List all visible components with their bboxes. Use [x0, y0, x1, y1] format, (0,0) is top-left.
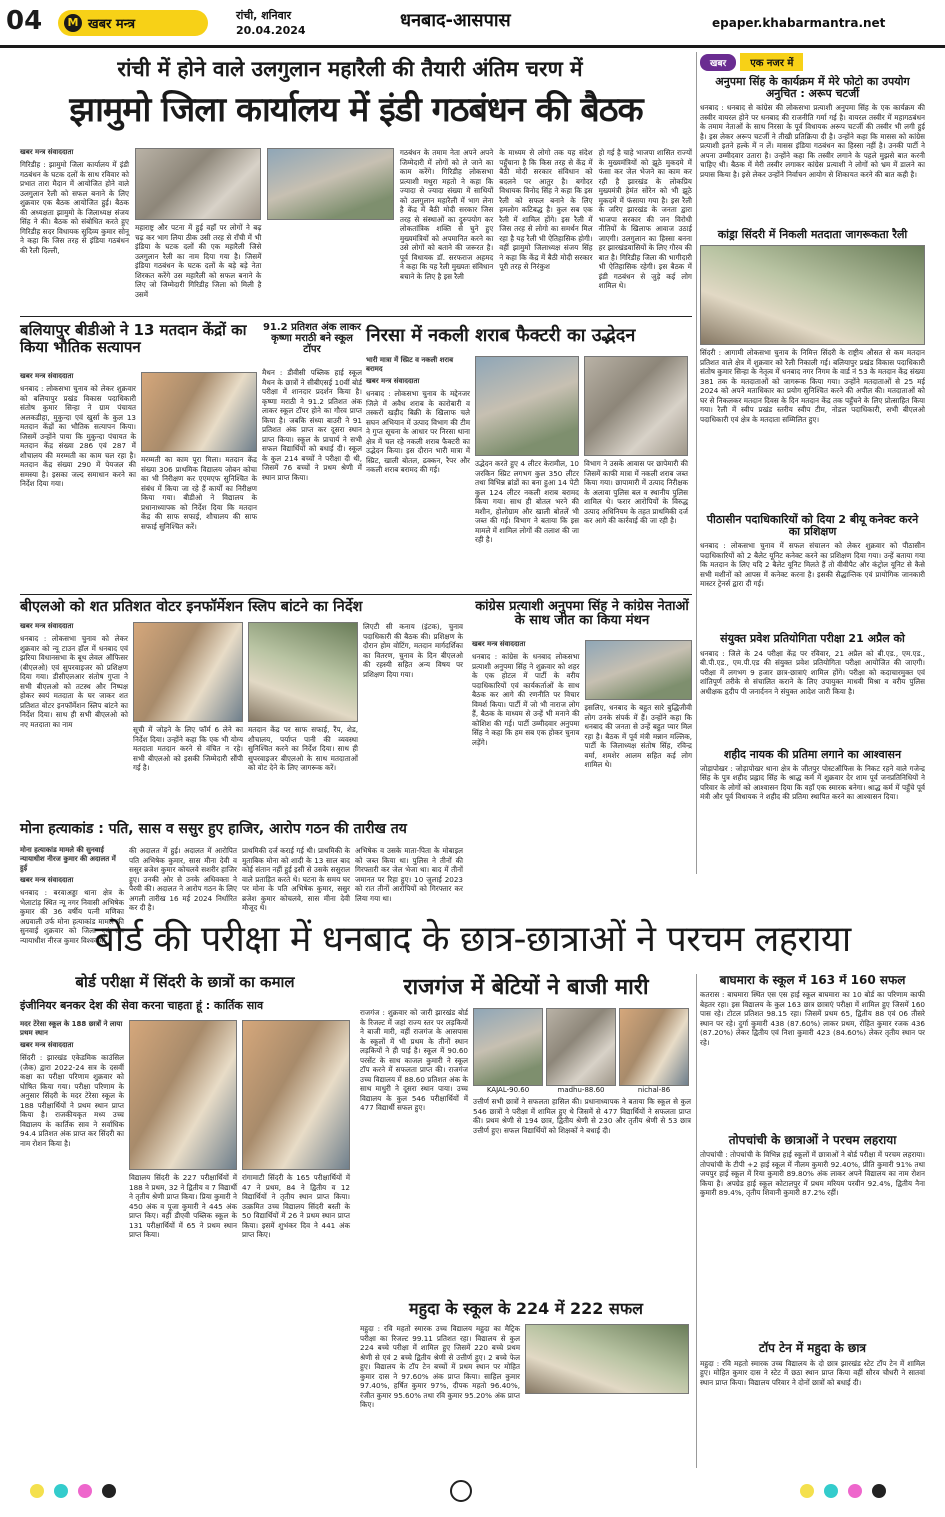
congress-photo	[585, 640, 693, 700]
baliapur-story	[20, 372, 258, 592]
baliapur-photo	[141, 372, 257, 452]
congress-headline: कांग्रेस प्रत्याशी अनुपमा सिंह ने कांग्रेस नेताओं के साथ जीत का किया मंथन	[475, 599, 689, 629]
dateline-date: 20.04.2024	[236, 24, 306, 37]
blo-story	[20, 622, 466, 810]
engineer-story	[20, 1020, 350, 1466]
mahuda-story	[360, 1324, 692, 1466]
baliapur-body: धनबाद : लोकसभा चुनाव को लेकर शुक्रवार को बलियापुर प्रखंड विकास पदाधिकारी संतोष कुमार सिन्हा ने ग्राम पंचायत अलकडीहा, मुकुन्दा एवं खुर्सा के कुल 13 मतदान केंद्रों का भौतिक सत्यापन किया। जिसमें उन्होंने पाया कि मुकुन्दा पंचायत के मतदान केंद्र संख्या 286 एवं 287 में शौचालय की मरम्मती का काम चल रहा है। मतदान केंद्र संख्या 290 में पेयजल की समस्या है। इसका जल्द समाधान करने का निर्देश दिया गया।	[20, 384, 136, 488]
baliapur-col2: मरम्मती का काम पूरा मिला। मतदान केंद्र संख्या 306 प्राथमिक विद्यालय जोबन कोचा का भी निरीक्षण कर एएमएफ सुनिश्चित के संबंध में किया जा रहे हैं कार्यों का निरीक्षण किया गया। बीडीओ ने विद्यालय के प्रधानाध्यापक को निर्देश दिया कि मतदान केंद्र की साफ सफाई, शौचालय की साफ सफाई सुनिश्चित करें।	[141, 455, 257, 531]
topchanchi-headline: तोपचांची के छात्राओं ने परचम लहराया	[728, 1133, 897, 1148]
mahuda-body: महुदा : रवि महतो स्मारक उच्च विद्यालय महुदा का मैट्रिक परीक्षा का रिजल्ट 99.11 प्रतिशत रहा। विद्यालय से कुल 224 बच्चे परीक्षा में शामिल हुए जिसमें 220 बच्चे प्रथम श्रेणी से एवं 2 बच्चे द्वितीय श्रेणी से उत्तीर्ण हुए। 2 बच्चे फेल हुए। विद्यालय के टॉप टेन बच्चों में प्रथम स्थान पर मोहित कुमार दास ने 97.60% अंक प्राप्त किया। साहिल कुमार 97.40%, हर्षित कुमार 97%, दीपक महतो 96.40%, रंजीत कुमार 95.60% तथा रवि कुमार 95.20% अंक प्राप्त किए।	[360, 1324, 520, 1409]
tag-badge: खबर	[700, 54, 736, 71]
color-dot-icon	[30, 1484, 44, 1498]
dateline-city: रांची, शनिवार	[236, 9, 292, 22]
column-rule	[696, 974, 697, 1468]
nirsa-photo	[475, 356, 579, 456]
color-dot-icon	[824, 1484, 838, 1498]
rajganj-col2: उत्तीर्ण सभी छात्रों ने सफलता हासिल की। प्रधानाध्यापक ने बताया कि स्कूल से कुल 546 छात्रों ने परीक्षा में शामिल हुए थे जिसमें से 477 विद्यार्थियों ने सफलता प्राप्त की। प्रथम श्रेणी से 194 छात्र, द्वितीय श्रेणी से 230 और तृतीय श्रेणी से 53 छात्र उत्तीर्ण हुए। सफल विद्यार्थियों को शिक्षकों ने बधाई दी।	[473, 1097, 691, 1135]
engineer-col3: रांगामाटी सिंदरी के 165 परीक्षार्थियों में 47 ने प्रथम, 84 ने द्वितीय व 12 विद्यार्थियों ने तृतीय स्थान प्राप्त किया। उत्क्रमित उच्च विद्यालय सिंदरी बस्ती के 50 विद्यार्थियों में 26 ने प्रथम स्थान प्राप्त किया। इसमें शुभंकर दिव ने 441 अंक प्राप्त किए।	[242, 1173, 350, 1239]
top-col4: के माध्यम से लोगो तक यह संदेश पहुँचाना है कि किस तरह से केंद्र में बैठी मोदी सरकार संविधान को बदलने पर आतुर है। बगोदर विधायक विनोद सिंह ने कहा कि इस रैली को सफल बनाने के लिए हमलोग कटिबद्ध है। कुल सब एक रैली में शामिल होंगे। इस रैली में जिस तरह से लोगो का समर्थन मिल रहा है यह रैली भी ऐतिहासिक होगी। वहीं झामुमो जिलाध्यक्ष संजय सिंह ने कहा कि केंद्र में बैठी मोदी सरकार पूरी तरह से निरंकुश	[499, 148, 593, 271]
photo-caption: nichal-86	[637, 1086, 671, 1094]
nirsa-col3: विभाग ने उसके आवास पर छापेमारी की जिसमें काफी मात्रा में नकली शराब जब्त किया गया। छापामारी में उत्पाद निरीक्षक के अलावा पुलिस बल व स्थानीय पुलिस शामिल थे। फरार आरोपियों के विरुद्ध उत्पाद अधिनियम के तहत प्राथमिकी दर्ज कर आगे की कार्रवाई की जा रही है।	[584, 459, 688, 525]
engineer-headline: इंजीनियर बनकर देश की सेवा करना चाहता हूं : कार्तिक साव	[20, 999, 264, 1012]
engineer-byline: खबर मन्त्र संवाददाता	[20, 1041, 74, 1049]
right-body-martyr: जोड़ापोखर : जोड़ापोखर थाना क्षेत्र के जीतपुर पोस्टऑफिस के निकट रहने वाले गजेन्द्र सिंह के पुत्र शहीद प्रह्लाद सिंह के श्राद्ध कर्म में शुक्रवार देर शाम पूर्व जनप्रतिनिधियों ने परिवार के लोगों को आश्वासन दिया कि वहाँ एक स्मारक बनेगा। श्राद्ध कर्म में पहुँचे पूर्व मंत्री और पूर्व विधायक ने शहीद की प्रतिमा स्थापित करने का आश्वासन दिया।	[700, 763, 925, 802]
congress-story	[472, 640, 692, 810]
blo-byline: खबर मन्त्र संवाददाता	[20, 622, 74, 630]
brand-name: खबर मन्त्र	[88, 17, 136, 32]
baliapur-headline: बलियापुर बीडीओ ने 13 मतदान केंद्रों का किया भौतिक सत्यापन	[20, 321, 247, 356]
meeting-photo	[135, 148, 261, 220]
photo-caption: madhu-88.60	[557, 1086, 605, 1094]
engineer-col2: विद्यालय सिंदरी के 227 परीक्षार्थियों में 188 ने प्रथम, 32 ने द्वितीय व 7 विद्यार्थी ने तृतीय श्रेणी प्राप्त किया। प्रिया कुमारी ने 450 अंक व पूजा कुमारी ने 445 अंक प्राप्त किए। वहीं डीएवी पब्लिक स्कूल के 131 परीक्षार्थियों में 65 ने प्रथम स्थान प्राप्त किया।	[129, 1173, 237, 1239]
blo-photo	[133, 622, 243, 722]
board-headline: बोर्ड की परीक्षा में धनबाद के छात्र-छात्राओं ने परचम लहराया	[94, 919, 851, 960]
divider	[20, 316, 692, 317]
nirsa-headline: निरसा में नकली शराब फैक्टरी का उद्भेदन	[366, 325, 636, 346]
right-board-column	[700, 974, 925, 1468]
topper-headline: 91.2 प्रतिशत अंक लाकर कृष्णा मराठी बने स्कूल टॉपर	[262, 322, 362, 355]
blo-headline: बीएलओ को शत प्रतिशत वोटर इनफॉर्मेशन स्लिप बांटने का निर्देश	[20, 599, 363, 615]
divider	[20, 594, 692, 595]
top-headline: झामुमो जिला कार्यालय में इंडी गठबंधन की बैठक	[69, 90, 643, 130]
nirsa-body: धनबाद : लोकसभा चुनाव के मद्देनजर जिले में अवैध शराब के कारोबारी व तस्करों खड़ीद बिक्री के खिलाफ चले सघन अभियान में उत्पाद विभाग की टीम ने गुप्त सूचना के आधार पर निरसा थाना क्षेत्र में चल रहे नकली शराब फैक्टरी का उद्भेदन किया। इस दौरान भारी मात्रा में स्प्रिट, खाली बोतल, ढक्कन, रैपर और नकली शराब बरामद की गई।	[366, 389, 470, 474]
page-number: 04	[6, 6, 43, 36]
top-col2: महाराष्ट्र और पटना में हुई वहाँ पर लोगों ने बढ़ चढ़ कर भाग लिया ठीक उसी तरह से राँची में भी इंडिया के घटक दलों की एक महारैली जिसे उलगुलान रैली का नाम दिया गया है। जिसमें इंडिया गठबंधन के घटक दलों के बड़े बड़े नेता शिरकत करेंगे उस महारैली को सफल बनाने के लिए जो जिम्मेदारी गिरिडीह जिला को मिली है उसमें	[134, 223, 262, 299]
nirsa-byline: खबर मन्त्र संवाददाता	[366, 377, 420, 385]
mona-headline: मोना हत्याकांड : पति, सास व ससुर हुए हाजिर, आरोप गठन की तारीख तय	[20, 821, 407, 837]
topchanchi-body: तोपचांची : तोपचांची के विभिन्न हाई स्कूलों में छात्राओं ने बोर्ड परीक्षा में परचम लहराया। तोपचांची के टीपी +2 हाई स्कूल में नीलम कुमारी 92.40%, प्रीति कुमारी 91% तथा जयपुर हाई स्कूल में रिया कुमारी 89.80% अंक लाकर अपने विद्यालय का नाम रोशन किया है। अपग्रेड हाई स्कूल कोटालपुर में प्रथम मरियम परवीन 92.4%, द्वितीय नैना कुमारी 89.4%, तृतीय शिवानी कुमारी 87.2% रहीं।	[700, 1150, 925, 1198]
right-body-rally: सिंदरी : आगामी लोकसभा चुनाव के निमित्त सिंदरी के राष्ट्रीय औसत से कम मतदान प्रतिशत वाले क्षेत्र में शुक्रवार को रैली निकाली गई। बलियापुर प्रखंड विकास पदाधिकारी संतोष कुमार सिन्हा के नेतृत्व में धनबाद नगर निगम के वार्ड नं 53 के मतदान केंद्र संख्या 381 तक के मतदाताओं को जागरूक किया गया। उन्होंने मतदाताओं से 25 मई 2024 को अपने मताधिकार का प्रयोग सुनिश्चित करने की अपील की। मतदाताओं को घर से निकलकर मतदान दिवस के दिन मतदान केंद्र तक पहुँचने के लिए प्रोत्साहित किया गया। रैली में स्वीप प्रखंड स्तरीय स्वीप टीम, नोडल पदाधिकारी, सभी बीएलओ पदाधिकारी एवं क्षेत्र के मतदाता सम्मिलित हुए।	[700, 348, 925, 424]
topten-headline: टॉप टेन में महुदा के छात्र	[758, 1341, 867, 1356]
header-bar	[0, 0, 945, 48]
right-headline-1: अनुपमा सिंह के कार्यक्रम में मेरे फोटो का उपयोग अनुचित : अरूप चटर्जी	[715, 75, 910, 101]
nirsa-story	[366, 356, 692, 592]
nirsa-photo-2	[584, 356, 688, 456]
mona-body: धनबाद : बरवाअड्डा थाना क्षेत्र के भेलाटांड़ स्थित न्यू नगर निवासी अभिषेक कुमार की 36 वर्षीय पत्नी मणिका अग्रवाली उर्फ मोना हत्याकांड मामले की सुनवाई शुक्रवार को जिला एवं सत्र न्यायाधीश नीरज कुमार विश्वकर्मा	[20, 888, 124, 945]
blo-photo-2	[248, 622, 358, 722]
column-rule	[696, 52, 697, 874]
right-headline-rally: कांड्रा सिंदरी में निकली मतदाता जागरूकता रैली	[717, 228, 908, 242]
blo-body: धनबाद : लोकसभा चुनाव को लेकर शुक्रवार को न्यू टाउन हॉल में धनबाद एवं झरिया विधानसभा के बूथ लेवल ऑफिसर (बीएलओ) एवं सुपरवाइजर को प्रशिक्षण दिया गया। डीसीएलआर संतोष गुप्ता ने सभी बीएलओ को तटस्थ और निष्पक्ष होकर स्वयं मतदाता के घर जाकर शत प्रतिशत वोटर इनफॉर्मेशन स्लिप बांटने का निर्देश दिया। साथ ही सभी बीएलओ को नए मतदाता का नाम	[20, 634, 128, 729]
engineer-sub: मदर टेरेसा स्कूल के 188 छात्रों ने लाया प्रथम स्थान	[20, 1020, 123, 1037]
engineer-photo	[129, 1020, 237, 1170]
right-body-exam: धनबाद : जिले के 24 परीक्षा केंद्र पर रविवार, 21 अप्रैल को बी.एड., एम.एड., बी.पी.एड., एम.पी.एड की संयुक्त प्रवेश प्रतियोगिता परीक्षा आयोजित की जाएगी। परीक्षा में लगभग 9 हजार छात्र-छात्राएं शामिल होंगे। परीक्षा को कदाचारमुक्त एवं शांतिपूर्ण तरीके से संचालित कराने के लिए उपायुक्त माधवी मिश्रा व वरीय पुलिस अधीक्षक हृदीप पी जनार्दनन ने संयुक्त आदेश जारी किया है।	[700, 648, 925, 696]
engineer-body: सिंदरी : झारखंड एकेडमिक काउंसिल (जैक) द्वारा 2022-24 सत्र के दसवीं कक्षा का परीक्षा परिणाम शुक्रवार को घोषित किया गया। परीक्षा परिणाम के अनुसार सिंदरी के मदर टेरेसा स्कूल के 188 परीक्षार्थियों ने प्रथम स्थान प्राप्त किया है। राजकीयकृत मध्य उच्च विद्यालय के कार्तिक साव ने सर्वाधिक 94.4 प्रतिशत अंक प्राप्त कर सिंदरी का नाम रोशन किया है।	[20, 1053, 124, 1148]
topten-body: महुदा : रवि महतो स्मारक उच्च विद्यालय के दो छात्र झारखंड स्टेट टॉप टेन में शामिल हुए। मोहित कुमार दास ने स्टेट में छठा स्थान प्राप्त किया वहीं सौरव चौधरी ने सातवां स्थान प्राप्त किया। विद्यालय परिवार ने दोनों छात्रों को बधाई दी।	[700, 1358, 925, 1387]
rajganj-story	[360, 1008, 692, 1268]
mona-col4: अभिषेक व उसके माता-पिता के मोबाइल को जब्त किया था। पुलिस ने तीनों की गिरफ्तारी कर जेल भेजा था। बाद में तीनों जमानत पर रिहा हुए। 10 जुलाई 2023 को रात तीनों आरोपियों को गिरफ्तार कर लिया गया था।	[355, 846, 463, 903]
congress-body: धनबाद : कांग्रेस के धनबाद लोकसभा प्रत्याशी अनुपमा सिंह ने शुक्रवार को शहर के एक होटल में पार्टी के वरीय पदाधिकारियों एवं कार्यकर्ताओं के साथ बैठक कर आगे की रणनीति पर विचार विमर्श किया। पार्टी में जो भी नाराज लोग हैं, बैठक के माध्यम से उन्हें भी मनाने की कोशिश की गई। पार्टी उम्मीदवार अनुपमा सिंह ने कहा कि हम सब एक होकर चुनाव लड़ेंगे।	[472, 652, 580, 747]
congress-byline: खबर मन्त्र संवाददाता	[472, 640, 526, 648]
top-lead: गिरिडीह : झामुमो जिला कार्यालय में इंडी गठबंधन के घटक दलों के साथ रविवार को प्रभात तारा मैदान में आयोजित होने वाले उलगुलान रैली को सफल बनाने के लिए शुक्रवार एक बैठक आयोजित हुई। बैठक की अध्यक्षता झामुमो के जिलाध्यक्ष संजय सिंह ने की। बैठक को संबोधित करते हुए गिरिडीह सदर विधायक सुदिव्य कुमार सोनू ने कहा कि जिस तरह से इंडिया गठबंधन की रैली दिल्ली,	[20, 160, 129, 255]
blo-col3: मतदान केंद्र पर साफ सफाई, रैंप, शेड, शौचालय, पर्याप्त पानी की व्यवस्था सुनिश्चित करने का निर्देश दिया। साथ ही सुपरवाइजर बीएलओ के साथ मतदाताओं को वोट देने के लिए जागरूक करें।	[248, 725, 358, 772]
baliapur-byline: खबर मन्त्र संवाददाता	[20, 372, 74, 380]
mona-col3: प्राथमिकी दर्ज कराई गई थी। प्राथमिकी के मुताबिक मोना को शादी के 13 साल बाद कोई संतान नहीं हुई इसी से उसके ससुराल वाले प्रताड़ित करते थे। घटना के समय घर पर मोना के पति अभिषेक कुमार, ससुर ब्रजेश कुमार कोचलवे, सास मीना देवी मौजूद थे।	[242, 846, 350, 912]
registration-marks	[0, 1474, 945, 1514]
board-sub-left: बोर्ड परीक्षा में सिंदरी के छात्रों का कमाल	[75, 973, 295, 991]
nirsa-sub: भारी मात्रा में स्प्रिट व नकली शराब बरामद	[366, 356, 454, 373]
student-photo	[619, 1008, 689, 1094]
engineer-photo-2	[242, 1020, 350, 1170]
photo-caption: KAJAL-90.60	[486, 1086, 530, 1094]
top-col3: गठबंधन के तमाम नेता अपने अपने जिम्मेदारी में लोगों को ले जाने का काम करेंगे। गिरिडीह लोकसभा प्रत्याशी मथुरा महतो ने कहा कि ज्यादा से ज्यादा संख्या में साथियों को उलगुलान महारैली में भाग लेना है केंद्र में बैठी मोदी सरकार जिस तरह से संस्थाओं का दुरुपयोग कर लोकतांत्रिक शक्ति से चुने हुए मुख्यमंत्रियों को अपमानित करने का उसे लोगों को बताने की जरूरत है। पूर्व विधायक डॉ. सरफराज अहमद ने कहा कि यह रैली मुख्यतः संविधान बचाने के लिए है इस रैली	[399, 148, 494, 281]
mahuda-headline: महुदा के स्कूल के 224 में 222 सफल	[409, 1299, 643, 1318]
right-body-1: धनबाद : धनबाद से कांग्रेस की लोकसभा प्रत्याशी अनुपमा सिंह के एक कार्यक्रम की तस्वीर वायरल होने पर धनबाद की राजनीति गर्मा गई है। वायरल तस्वीर में महागठबंधन के तमाम नेताओं के साथ निरसा के पूर्व विधायक अरूप चटर्जी की तस्वीर भी लगी हुई है। इस लेकर अरूप चटर्जी ने तीखी प्रतिक्रिया दी है। उन्होंने कहा कि मासस को कांग्रेस प्रत्याशी इतने हल्के में न लें। मासस इंडिया गठबंधन का हिस्सा नहीं है। उनकी पार्टी ने अपना उम्मीदवार उतारा है। उन्होंने कहा कि तस्वीर लगाने के पहले मुझसे बात करनी चाहिए थी। बैठक में मेरी तस्वीर लगाकर कांग्रेस प्रत्याशी ने लोगों को भ्रम में डालने का प्रयास किया है। इसे लेकर उन्होंने निर्वाचन आयोग से शिकायत करने की बात कही है।	[700, 103, 925, 179]
congress-col2: इसलिए, धनबाद के बहुत सारे बुद्धिजीवी लोग उनके संपर्क में हैं। उन्होंने कहा कि धनबाद की जनता से उन्हें बहुत प्यार मिल रहा है। बैठक में पूर्व मंत्री मन्नान मल्लिक, पार्टी के जिलाध्यक्ष संतोष सिंह, रविन्द्र वर्मा, शमशेर आलम सहित कई लोग शामिल थे।	[584, 703, 692, 769]
epaper-url[interactable]: epaper.khabarmantra.net	[712, 16, 886, 30]
blo-col2: सूची में जोड़ने के लिए फॉर्म 6 लेने का निर्देश दिया। उन्होंने कहा कि एक भी योग्य मतदाता मतदान करने से वंचित न रहे। सभी बीएलओ को इसकी जिम्मेदारी सौंपी गई है।	[133, 725, 243, 772]
section-title: धनबाद-आसपास	[400, 10, 511, 31]
color-dot-icon	[872, 1484, 886, 1498]
baghmara-headline: बाघमारा के स्कूल में 163 में 160 सफल	[719, 974, 906, 987]
color-dot-icon	[54, 1484, 68, 1498]
logo-icon: M	[64, 14, 82, 32]
rajganj-body: राजगंज : शुक्रवार को जारी झारखंड बोर्ड के रिजल्ट में जहां राज्य स्तर पर लड़कियों ने बाजी मारी, वहीं राजगंज के आसपास के स्कूलों में भी प्रथम के तीनों स्थान लड़कियों ने ही पाई है। स्कूल में 90.60 परसेंट के साथ काजल कुमारी ने स्कूल टॉप करने में सफलता प्राप्त की। राजगंज उच्च विद्यालय में 88.60 प्रतिशत अंक के साथ माधुरी ने दूसरा स्थान पाया। उच्च विद्यालय के कुल 546 परीक्षार्थियों में 477 विद्यार्थी सफल हुए।	[360, 1008, 468, 1112]
color-dot-icon	[848, 1484, 862, 1498]
tag-badge-2: एक नजर में	[740, 53, 803, 71]
rally-photo	[700, 245, 925, 345]
congress-pre: लिएटी सी कनाय (इंटक), चुनाव पदाधिकारी की बैठक की। प्रशिक्षण के दौरान होम वोटिंग, मतदान मार्गदर्शिका का वितरण, चुनाव के दिन बीएलओ की रहस्यी सहित अन्य विषय पर प्रशिक्षण दिया गया।	[363, 622, 463, 679]
brand-logo	[58, 10, 208, 36]
mona-byline: खबर मन्त्र संवाददाता	[20, 876, 74, 884]
right-column	[700, 52, 925, 874]
meeting-photo-2	[267, 148, 393, 220]
top-col5: हो गई है चाहे भाजपा शासित राज्यों के मुख्यमंत्रियों को झूठे मुकदमे में फंसा कर जेल भेजने का काम कर रही है झारखंड के लोकप्रिय मुख्यमंत्री हेमंत सोरेन को भी झूठे मुकदमे में फंसाया गया है। इस रैली के जरिए झारखंड के जनता द्वारा भाजपा सरकार की जन विरोधी नीतियों के खिलाफ आवाज उठाई जाएगी। उलगुलान का हिस्सा बनना हर झारखंडवासियों के लिए गौरव की बात है। गिरिडीह जिला की भागीदारी भी ऐतिहासिक रहेगी। इस बैठक में इंडी गठबंधन से जुड़े कई लोग शामिल थे।	[598, 148, 692, 290]
color-dot-icon	[78, 1484, 92, 1498]
top-byline: खबर मन्त्र संवाददाता	[20, 148, 74, 156]
nirsa-col2: उद्भेदन करते हुए 4 लीटर केरामील, 10 जरकिन स्प्रिट लगभग कुल 350 लीटर तथा विभिन्न ब्रांडों का बना हुआ 14 पेटी कुल 124 लीटर नकली शराब बरामद किया गया। साथ ही बोतल भरने की मशीन, होलोग्राम और खाली बोतलें भी जब्त की गई। विभाग ने बताया कि इस मामले में शामिल लोगों की तलाश की जा रही है।	[475, 459, 579, 544]
student-photo	[473, 1008, 543, 1094]
top-kicker: रांची में होने वाले उलगुलान महारैली की तैयारी अंतिम चरण में	[117, 57, 583, 81]
right-headline-presiding: पीठासीन पदाधिकारियों को दिया 2 बीयू कनेक्ट करने का प्रशिक्षण	[706, 513, 919, 539]
baghmara-body: कतरास : बाघमारा स्थित एस एस हाई स्कूल बाघमारा का 10 बोर्ड का परिणाम काफी बेहतर रहा। इस विद्यालय के कुल 163 छात्र छात्राएं परीक्षा में शामिल हुए जिसमें 160 पास रहे। टोटल प्रतिशत 98.15 रहा। जिसमें प्रथम 65, द्वितीय 88 एवं 06 तीसरे स्थान पर रहे। दुर्गा कुमारी 438 (87.60%) लाकर प्रथम, रोहित कुमार रजक 436 (87.20%) लेकर द्वितीय एवं निशा कुमारी 423 (84.60%) लेकर तृतीय स्थान पर रहे।	[700, 990, 925, 1047]
mahuda-photo	[525, 1324, 689, 1394]
mona-col2: की अदालत में हुई। अदालत में आरोपित पति अभिषेक कुमार, सास मीना देवी व ससुर ब्रजेश कुमार कोचलवे सशरीर हाजिर हुए। उनकी ओर से उनके अधिवक्ता ने पैरवी की। अदालत ने आरोप गठन के लिए अगली तारीख 16 मई 2024 निर्धारित कर दी है।	[129, 846, 237, 912]
mona-sub: मोना हत्याकांड मामले की सुनवाई न्यायाधीश नीरज कुमार की अदालत में हुई	[20, 846, 116, 872]
color-dot-icon	[102, 1484, 116, 1498]
top-story	[20, 148, 692, 299]
right-body-presiding: धनबाद : लोकसभा चुनाव में सफल संचालन को लेकर शुक्रवार को पीठासीन पदाधिकारियों को 2 बैलेट यूनिट कनेक्ट करने का प्रशिक्षण दिया गया। उन्हें बताया गया कि मतदान के लिए यदि 2 बैलेट यूनिट मिलते हैं तो वीवीपैट और कंट्रोल यूनिट से कैसे सभी मशीनों को आपस में कनेक्ट करना है। इसकी सैद्धान्तिक एवं प्रायोगिक जानकारी मास्टर ट्रेनर्स द्वारा दी गई।	[700, 541, 925, 589]
rajganj-headline: राजगंज में बेटियों ने बाजी मारी	[403, 975, 649, 1000]
right-headline-martyr: शहीद नायक की प्रतिमा लगाने का आश्वासन	[723, 747, 902, 761]
right-headline-exam: संयुक्त प्रवेश प्रतियोगिता परीक्षा 21 अप्रैल को	[720, 632, 905, 646]
color-dot-icon	[800, 1484, 814, 1498]
crosshair-icon	[450, 1480, 472, 1502]
topper-body: मैथन : डीवीसी पब्लिक हाई स्कूल मैथन के छात्रों ने सीबीएसई 10वीं बोर्ड परीक्षा में शानदार प्रदर्शन किया है। कृष्णा मराठी ने 91.2 प्रतिशत अंक लाकर स्कूल टॉपर होने का गौरव प्राप्त किया है। जबकि संध्या बाउरी ने 91 प्रतिशत अंक प्राप्त कर दूसरा स्थान प्राप्त किया। स्कूल के प्राचार्य ने सभी सफल विद्यार्थियों को बधाई दी। स्कूल के कुल 214 बच्चों ने परीक्षा दी थी, जिसमें 76 बच्चों ने प्रथम श्रेणी में स्थान प्राप्त किया।	[262, 368, 362, 482]
student-photo	[546, 1008, 616, 1094]
